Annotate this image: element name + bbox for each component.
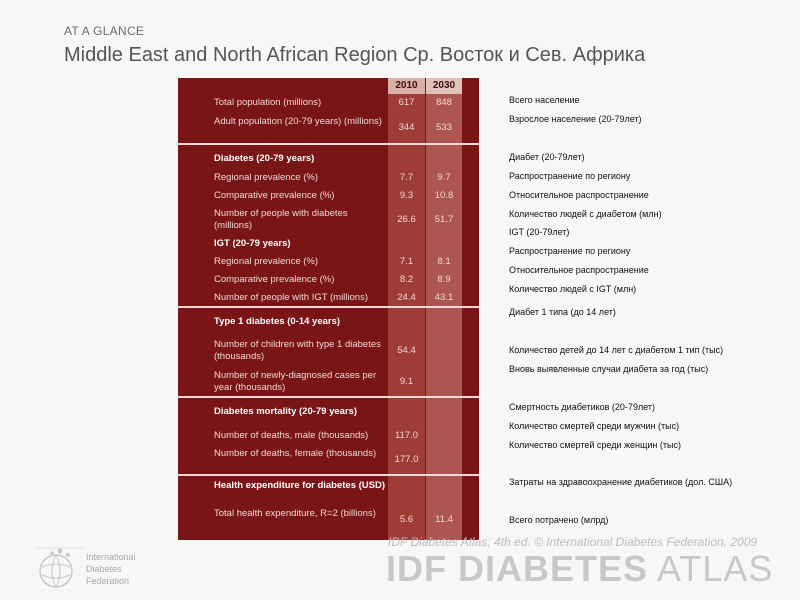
section-divider — [178, 474, 479, 476]
value-2030: 9.7 — [437, 172, 451, 183]
ru-label: Диабет 1 типа (до 14 лет) — [509, 307, 616, 317]
value-2030: 10.8 — [434, 190, 454, 201]
row-label: Regional prevalence (%) — [214, 256, 319, 267]
ru-label: Относительное распространение — [509, 190, 649, 200]
value-2010: 26.6 — [397, 214, 416, 225]
value-2010: 117.0 — [394, 430, 419, 441]
section-divider — [178, 396, 479, 398]
ru-label: Затраты на здравоохранение диабетиков (дол. США) — [509, 477, 733, 487]
value-2010: 7.7 — [399, 172, 414, 183]
value-2010: 54.4 — [397, 345, 416, 356]
ru-label: Относительное распространение — [509, 265, 649, 275]
copyright-text: IDF Diabetes Atlas, 4th ed. © International Diabetes Federation, 2009 — [388, 535, 758, 549]
value-2030: 8.1 — [437, 256, 451, 267]
value-2010: 344 — [398, 122, 415, 133]
row-label: Number of people with IGT (millions) — [214, 292, 368, 303]
row-label: Number of newly-diagnosed cases per year (thousands) — [214, 370, 377, 393]
page-title: Middle East and North African Region Ср. Восток и Сев. Африка — [64, 44, 646, 66]
row-label: Number of children with type 1 diabetes (thousands) — [214, 339, 381, 362]
value-2030: 11.4 — [435, 514, 453, 525]
row-label: Comparative prevalence (%) — [214, 190, 335, 201]
row-label: Total population (millions) — [214, 97, 322, 108]
row-label: Number of deaths, female (thousands) — [214, 448, 377, 459]
ru-label: IGT (20-79лет) — [509, 227, 570, 237]
value-2010: 5.6 — [399, 514, 414, 525]
row-label: Number of deaths, male (thousands) — [214, 430, 369, 441]
ru-label: Всего потрачено (млрд) — [509, 515, 609, 525]
col-header-2030: 2030 — [426, 78, 462, 94]
ru-label: Диабет (20-79лет) — [509, 152, 585, 162]
section-heading: IGT (20-79 years) — [214, 238, 291, 249]
org-name — [86, 551, 136, 587]
row-label: Total health expenditure, R=2 (billions) — [214, 508, 376, 519]
brand-wordmark — [386, 548, 773, 590]
org-name-line: International — [86, 552, 136, 562]
ru-label: Распространение по региону — [509, 246, 631, 256]
ru-label: Распространение по региону — [509, 171, 631, 181]
value-2030: 533 — [436, 122, 452, 133]
value-2030: 8.9 — [437, 274, 451, 285]
ru-label: Количество людей с диабетом (млн) — [509, 209, 662, 219]
ru-label: Количество людей с IGT (млн) — [509, 284, 637, 294]
value-2010: 9.3 — [399, 190, 414, 201]
statistics-table — [178, 78, 479, 540]
section-heading: Diabetes (20-79 years) — [214, 153, 315, 164]
ru-label: Количество смертей среди женщин (тыс) — [509, 440, 681, 450]
value-2010: 617 — [398, 97, 415, 108]
section-divider — [178, 306, 479, 308]
ru-label: Вновь выявленные случаи диабета за год (тыс) — [509, 364, 709, 374]
value-2030: 51.7 — [434, 214, 454, 225]
section-heading: Diabetes mortality (20-79 years) — [214, 406, 358, 417]
ru-label: Количество смертей среди мужчин (тыс) — [509, 421, 680, 431]
brand-bold: IDF DIABETES — [386, 548, 649, 589]
value-2010: 8.2 — [399, 274, 414, 285]
value-2010: 24.4 — [397, 292, 416, 303]
row-label: Regional prevalence (%) — [214, 172, 319, 183]
ru-label: Смертность диабетиков (20-79лет) — [509, 402, 656, 412]
section-divider — [178, 143, 479, 145]
brand-light: ATLAS — [648, 548, 774, 589]
value-2010: 7.1 — [399, 256, 414, 267]
org-name-line: Diabetes — [86, 564, 122, 574]
row-label: Number of people with diabetes (millions) — [214, 208, 348, 231]
kicker-label: AT A GLANCE — [64, 24, 145, 38]
row-label: Adult population (20-79 years) (millions) — [214, 116, 382, 127]
value-2030: 43.1 — [434, 292, 454, 303]
ru-label: Взрослое население (20-79лет) — [509, 114, 642, 124]
value-2010: 9.1 — [399, 376, 414, 387]
section-heading: Health expenditure for diabetes (USD) — [214, 480, 386, 491]
value-2010: 177.0 — [394, 454, 419, 465]
row-label: Comparative prevalence (%) — [214, 274, 335, 285]
org-name-line: Federation — [86, 576, 130, 586]
section-heading: Type 1 diabetes (0-14 years) — [214, 316, 341, 327]
ru-label: Всего население — [509, 95, 580, 105]
ru-label: Количество детей до 14 лет с диабетом 1 тип (тыс) — [509, 345, 724, 355]
value-2030: 848 — [436, 97, 452, 108]
col-header-2010: 2010 — [388, 78, 425, 94]
